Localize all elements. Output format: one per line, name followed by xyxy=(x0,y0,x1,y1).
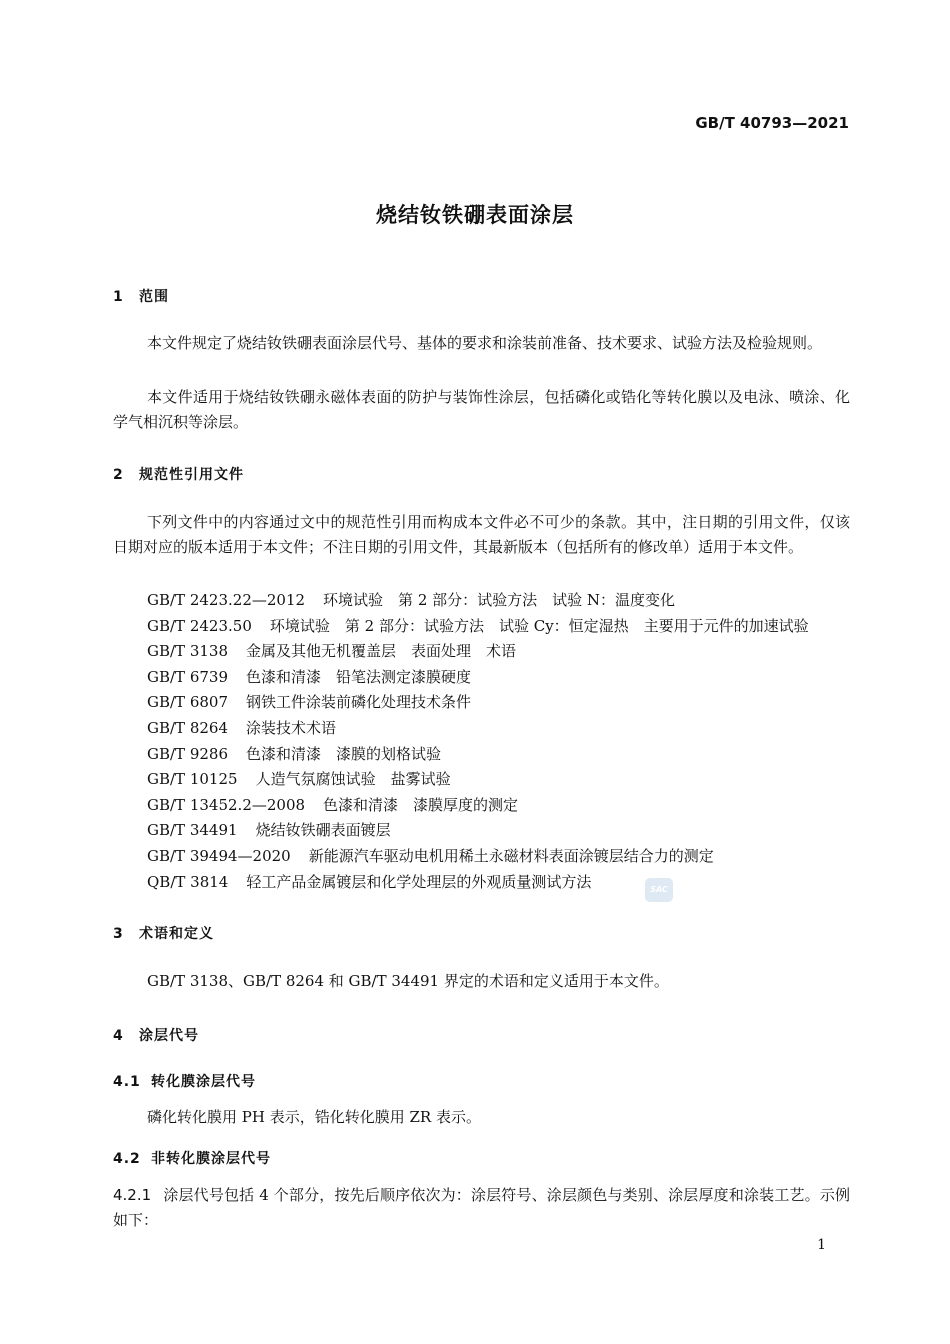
paragraph xyxy=(113,1183,850,1233)
reference-code: GB/T 13452.2—2008 xyxy=(147,795,306,814)
subsection-4-1-heading xyxy=(113,1071,256,1091)
document-title: 烧结钕铁硼表面涂层 xyxy=(376,203,574,227)
reference-item xyxy=(147,845,714,866)
reference-title: 轻工产品金属镀层和化学处理层的外观质量测试方法 xyxy=(246,872,592,891)
reference-item xyxy=(147,691,471,712)
section-number: 4.1 xyxy=(113,1074,141,1090)
paragraph: 下列文件中的内容通过文中的规范性引用而构成本文件必不可少的条款。其中，注日期的引用文件，仅该日期对应的版本适用于本文件；不注日期的引用文件，其最新版本（包括所有的修改单）适用于本文件。 xyxy=(113,513,850,556)
section-2-heading xyxy=(113,464,244,484)
reference-item xyxy=(147,640,516,661)
section-4-heading xyxy=(113,1025,199,1045)
reference-code: QB/T 3814 xyxy=(147,872,229,891)
paragraph: 本文件适用于烧结钕铁硼永磁体表面的防护与装饰性涂层，包括磷化或锆化等转化膜以及电泳、喷涂、化学气相沉积等涂层。 xyxy=(113,388,850,431)
section-number: 3 xyxy=(113,926,124,942)
reference-title: 环境试验 第 2 部分：试验方法 试验 N：温度变化 xyxy=(323,591,676,609)
reference-code: GB/T 34491 xyxy=(147,821,238,840)
reference-code: GB/T 9286 xyxy=(147,744,229,763)
page-number: 1 xyxy=(817,1237,826,1253)
reference-title: 烧结钕铁硼表面镀层 xyxy=(255,821,391,840)
section-title: 涂层代号 xyxy=(139,1028,199,1044)
standard-number: GB/T 40793—2021 xyxy=(695,114,849,132)
reference-code: GB/T 2423.22—2012 xyxy=(147,591,306,609)
reference-code: GB/T 8264 xyxy=(147,719,229,737)
reference-title: 环境试验 第 2 部分：试验方法 试验 Cy：恒定湿热 主要用于元件的加速试验 xyxy=(269,616,809,635)
reference-code: GB/T 6739 xyxy=(147,667,229,686)
reference-item xyxy=(147,615,809,636)
reference-code: GB/T 2423.50 xyxy=(147,616,252,635)
subsection-4-2-heading xyxy=(113,1148,271,1168)
section-number: 4 xyxy=(113,1028,124,1044)
paragraph: 本文件规定了烧结钕铁硼表面涂层代号、基体的要求和涂装前准备、技术要求、试验方法及检验规则。 xyxy=(147,334,823,352)
sac-watermark-logo: SAC xyxy=(645,878,673,902)
paragraph: 磷化转化膜用 PH 表示，锆化转化膜用 ZR 表示。 xyxy=(147,1108,481,1126)
reference-item xyxy=(147,871,591,892)
reference-code: GB/T 39494—2020 xyxy=(147,847,291,865)
section-title: 规范性引用文件 xyxy=(139,467,244,483)
clause-text: 涂层代号包括 4 个部分，按先后顺序依次为：涂层符号、涂层颜色与类别、涂层厚度和涂装工艺。示例如下： xyxy=(113,1186,850,1229)
section-3-heading xyxy=(113,923,214,943)
section-title: 术语和定义 xyxy=(139,926,214,942)
section-title: 非转化膜涂层代号 xyxy=(151,1151,271,1167)
reference-item xyxy=(147,794,518,815)
reference-title: 色漆和清漆 漆膜的划格试验 xyxy=(246,744,442,763)
reference-title: 色漆和清漆 铅笔法测定漆膜硬度 xyxy=(246,667,472,686)
reference-code: GB/T 6807 xyxy=(147,693,229,712)
reference-title: 色漆和清漆 漆膜厚度的测定 xyxy=(323,795,519,814)
reference-code: GB/T 10125 xyxy=(147,770,238,789)
reference-title: 涂装技术术语 xyxy=(246,719,337,737)
reference-item xyxy=(147,743,441,764)
reference-title: 钢铁工件涂装前磷化处理技术条件 xyxy=(246,693,472,712)
reference-code: GB/T 3138 xyxy=(147,642,229,661)
section-number: 2 xyxy=(113,467,124,483)
section-number: 1 xyxy=(113,289,124,305)
reference-title: 金属及其他无机覆盖层 表面处理 术语 xyxy=(246,642,517,661)
reference-item xyxy=(147,768,451,789)
reference-title: 新能源汽车驱动电机用稀土永磁材料表面涂镀层结合力的测定 xyxy=(308,847,714,865)
reference-item xyxy=(147,717,336,738)
reference-item xyxy=(147,819,391,840)
section-title: 转化膜涂层代号 xyxy=(151,1074,256,1090)
section-number: 4.2 xyxy=(113,1151,141,1167)
clause-number: 4.2.1 xyxy=(113,1186,152,1204)
reference-item xyxy=(147,589,675,610)
reference-item xyxy=(147,666,471,687)
section-title: 范围 xyxy=(139,289,169,305)
paragraph: GB/T 3138、GB/T 8264 和 GB/T 34491 界定的术语和定义适用于本文件。 xyxy=(147,972,669,990)
section-1-heading xyxy=(113,286,169,306)
reference-title: 人造气氛腐蚀试验 盐雾试验 xyxy=(255,770,451,789)
